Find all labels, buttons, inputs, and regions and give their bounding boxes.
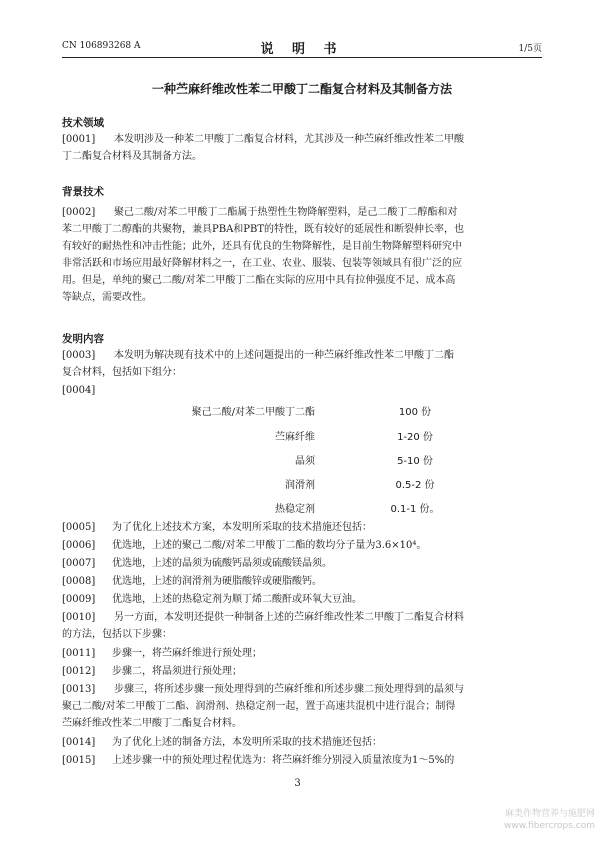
paragraph-number: [0001] (62, 134, 96, 145)
paragraph-line: 本发明涉及一种苯二甲酸丁二酯复合材料，尤其涉及一种苎麻纤维改性苯二甲酸 (114, 134, 464, 145)
page-indicator: 1/5页 (518, 44, 542, 54)
component-amount: 100 份 (398, 407, 432, 418)
page-number: 3 (294, 778, 301, 789)
page-header (62, 38, 542, 56)
paragraph-0015 (62, 752, 532, 769)
paragraph-line: 丁二酯复合材料及其制备方法。 (62, 151, 202, 162)
section-heading-technical-field: 技术领域 (62, 117, 104, 129)
paragraph-line: 复合材料，包括如下组分： (62, 367, 182, 378)
component-name: 苎麻纤维 (275, 432, 315, 443)
paragraph-0005 (62, 519, 532, 536)
paragraph-0010 (62, 609, 532, 643)
paragraph-text: 步骤一，将苎麻纤维进行预处理； (112, 648, 262, 659)
component-amount: 5-10 份 (397, 456, 433, 467)
paragraph-line: 的方法，包括以下步骤： (62, 629, 172, 640)
paragraph-line: 本发明为解决现有技术中的上述问题提出的一种苎麻纤维改性苯二甲酸丁二酯 (114, 350, 454, 361)
paragraph-number: [0003] (62, 350, 96, 361)
component-amount: 0.1-1 份。 (390, 504, 440, 515)
paragraph-0006 (62, 537, 532, 554)
paragraph-number: [0008] (62, 576, 96, 587)
section-heading-summary: 发明内容 (62, 333, 104, 345)
paragraph-number: [0005] (62, 522, 96, 533)
paragraph-text: 优选地，上述的润滑剂为硬脂酸锌或硬脂酸钙。 (112, 576, 322, 587)
component-amount: 0.5-2 份 (395, 480, 435, 491)
paragraph-0014 (62, 734, 532, 751)
paragraph-0012 (62, 663, 532, 680)
paragraph-text: 优选地，上述的晶须为硫酸钙晶须或硫酸镁晶须。 (112, 558, 332, 569)
paragraph-number: [0004] (62, 385, 96, 396)
component-name: 晶须 (295, 456, 315, 467)
component-row (160, 403, 460, 423)
paragraph-line: 另一方面，本发明还提供一种制备上述的苎麻纤维改性苯二甲酸丁二酯复合材料 (114, 612, 464, 623)
paragraph-0009 (62, 591, 532, 608)
paragraph-0004 (62, 382, 532, 399)
paragraph-line: 聚己二酸/对苯二甲酸丁二酯属于热塑性生物降解塑料，是己二酸丁二醇酯和对 (114, 207, 458, 218)
component-name: 润滑剂 (285, 480, 315, 491)
component-row (160, 500, 460, 520)
component-name: 聚己二酸/对苯二甲酸丁二酯 (191, 407, 315, 418)
section-heading-background: 背景技术 (62, 186, 104, 198)
paragraph-0013 (62, 681, 532, 732)
paragraph-number: [0013] (62, 684, 96, 695)
component-name: 热稳定剂 (275, 504, 315, 515)
paragraph-0008 (62, 573, 532, 590)
paragraph-line: 聚己二酸/对苯二甲酸丁二酯、润滑剂、热稳定剂一起，置于高速共混机中进行混合；制得 (62, 701, 456, 712)
publication-number: CN 106893268 A (62, 41, 141, 51)
paragraph-0007 (62, 555, 532, 572)
paragraph-number: [0006] (62, 540, 96, 551)
document-type: 说 明 书 (260, 42, 344, 57)
paragraph-text: 步骤二，将晶须进行预处理； (112, 666, 242, 677)
paragraph-number: [0010] (62, 612, 96, 623)
paragraph-0003 (62, 347, 532, 381)
paragraph-number: [0015] (62, 755, 96, 766)
component-row (160, 428, 460, 448)
paragraph-number: [0002] (62, 207, 96, 218)
paragraph-0002 (62, 204, 532, 306)
paragraph-number: [0014] (62, 737, 96, 748)
header-rule (62, 57, 542, 58)
paragraph-text: 优选地，上述的聚己二酸/对苯二甲酸丁二酯的数均分子量为3.6×10⁴。 (112, 540, 427, 551)
paragraph-line: 用。但是，单纯的聚己二酸/对苯二甲酸丁二酯在实际的应用中具有拉伸强度不足、成本高 (62, 275, 456, 286)
paragraph-line: 苯二甲酸丁二醇酯的共聚物，兼具PBA和PBT的特性，既有较好的延展性和断裂伸长率，也 (62, 224, 465, 235)
component-amount: 1-20 份 (397, 432, 433, 443)
paragraph-line: 苎麻纤维改性苯二甲酸丁二酯复合材料。 (62, 718, 242, 729)
paragraph-text: 上述步骤一中的预处理过程优选为：将苎麻纤维分别浸入质量浓度为1～5%的 (112, 755, 455, 766)
paragraph-0001 (62, 131, 532, 165)
component-row (160, 476, 460, 496)
document-title: 一种苎麻纤维改性苯二甲酸丁二酯复合材料及其制备方法 (151, 82, 452, 96)
paragraph-line: 等缺点，需要改性。 (62, 292, 152, 303)
watermark-url: www.fibercrops.com (504, 821, 595, 831)
paragraph-number: [0012] (62, 666, 96, 677)
paragraph-line: 有较好的耐热性和冲击性能；此外，还具有优良的生物降解性，是目前生物降解塑料研究中 (62, 241, 462, 252)
paragraph-number: [0011] (62, 648, 96, 659)
component-row (160, 452, 460, 472)
paragraph-text: 为了优化上述技术方案，本发明所采取的技术措施还包括： (112, 522, 372, 533)
paragraph-number: [0007] (62, 558, 96, 569)
paragraph-line: 非常活跃和市场应用最好降解材料之一，在工业、农业、服装、包装等领域具有很广泛的应 (62, 258, 462, 269)
paragraph-line: 步骤三，将所述步骤一预处理得到的苎麻纤维和所述步骤二预处理得到的晶须与 (114, 684, 464, 695)
paragraph-text: 优选地，上述的热稳定剂为顺丁烯二酸酐或环氧大豆油。 (112, 594, 362, 605)
watermark-site-name: 麻类作物营养与施肥网 (504, 809, 595, 819)
paragraph-number: [0009] (62, 594, 96, 605)
paragraph-text: 为了优化上述的制备方法，本发明所采取的技术措施还包括： (112, 737, 382, 748)
watermark (465, 808, 595, 832)
paragraph-0011 (62, 645, 532, 662)
